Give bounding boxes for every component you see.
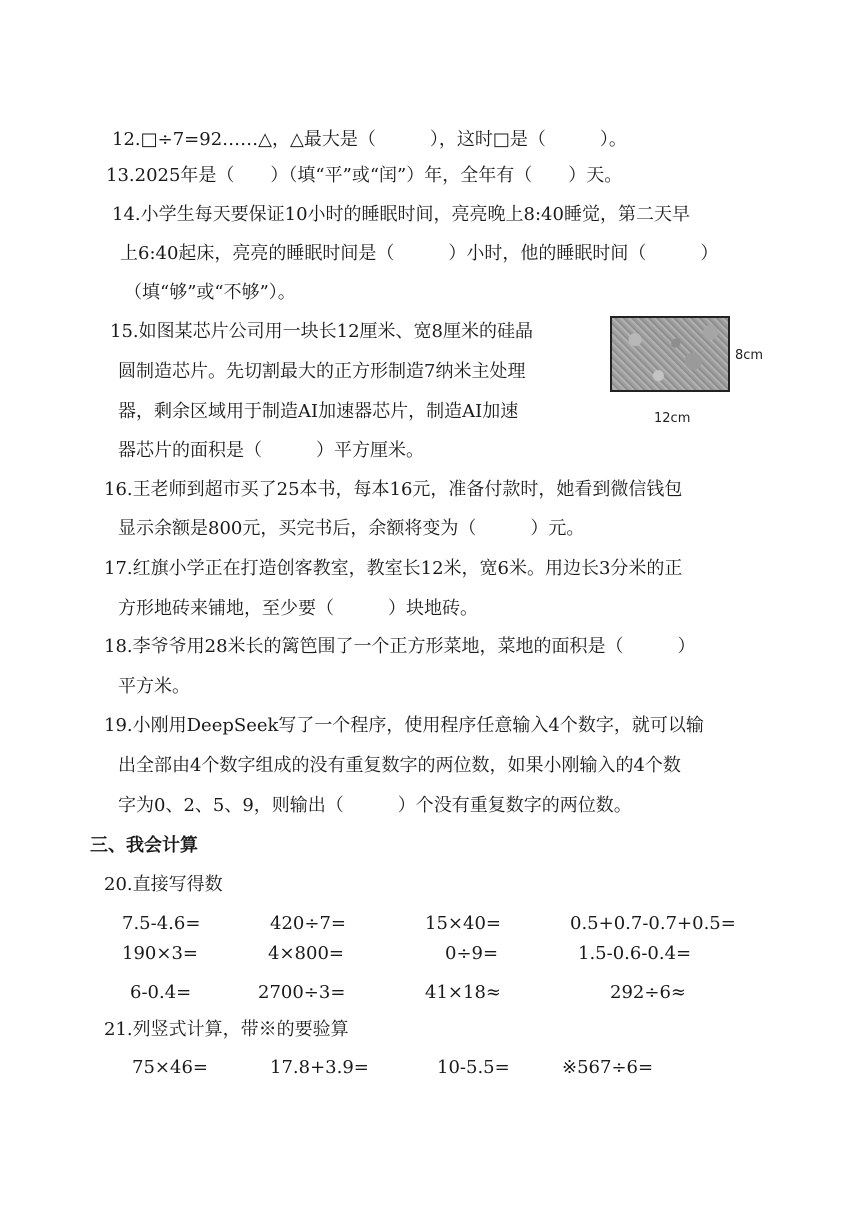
oral-calc-item: 1.5-0.6-0.4=: [578, 943, 692, 964]
oral-calc-item: 420÷7=: [270, 913, 346, 934]
question-14-line-1: 14.小学生每天要保证10小时的睡眠时间，亮亮晚上8:40睡觉，第二天早: [112, 204, 690, 225]
question-13: 13.2025年是（ ）（填“平”或“闰”）年，全年有（ ）天。: [106, 165, 623, 186]
question-15-line-3: 器，剩余区域用于制造AI加速器芯片，制造AI加速: [118, 401, 519, 422]
question-14-line-2: 上6:40起床，亮亮的睡眠时间是（ ）小时，他的睡眠时间（ ）: [120, 243, 719, 264]
question-15-line-1: 15.如图某芯片公司用一块长12厘米、宽8厘米的硅晶: [110, 321, 533, 342]
question-16-line-1: 16.王老师到超市买了25本书，每本16元，准备付款时，她看到微信钱包: [104, 479, 683, 500]
question-14-line-3: （填“够”或“不够”）。: [124, 282, 296, 303]
wafer-height-label: 8cm: [735, 348, 764, 363]
oral-calc-item: 7.5-4.6=: [122, 913, 201, 934]
section-3-heading: 三、我会计算: [90, 835, 198, 856]
vertical-calc-item: 17.8+3.9=: [270, 1057, 369, 1078]
question-21-heading: 21.列竖式计算，带※的要验算: [104, 1019, 349, 1040]
question-19-line-3: 字为0、2、5、9，则输出（ ）个没有重复数字的两位数。: [118, 795, 632, 816]
oral-calc-item: 190×3=: [122, 943, 198, 964]
oral-calc-item: 15×40=: [425, 913, 501, 934]
vertical-calc-item: 10-5.5=: [437, 1057, 510, 1078]
question-12: 12.□÷7=92……△，△最大是（ ），这时□是（ ）。: [112, 129, 627, 150]
question-16-line-2: 显示余额是800元，买完书后，余额将变为（ ）元。: [118, 518, 585, 539]
vertical-calc-item: 75×46=: [132, 1057, 208, 1078]
oral-calc-item: 0÷9=: [445, 943, 499, 964]
question-15-line-4: 器芯片的面积是（ ）平方厘米。: [118, 440, 424, 461]
wafer-width-label: 12cm: [654, 411, 691, 426]
question-19-line-2: 出全部由4个数字组成的没有重复数字的两位数，如果小刚输入的4个数: [118, 755, 681, 776]
oral-calc-item: 4×800=: [268, 943, 344, 964]
question-19-line-1: 19.小刚用DeepSeek写了一个程序，使用程序任意输入4个数字，就可以输: [104, 715, 704, 736]
oral-calc-item: 292÷6≈: [610, 982, 686, 1003]
silicon-wafer-figure: [610, 316, 770, 436]
question-17-line-1: 17.红旗小学正在打造创客教室，教室长12米，宽6米。用边长3分米的正: [104, 558, 683, 579]
question-18-line-1: 18.李爷爷用28米长的篱笆围了一个正方形菜地，菜地的面积是（ ）: [104, 636, 696, 657]
oral-calc-item: 0.5+0.7-0.7+0.5=: [570, 913, 736, 934]
question-17-line-2: 方形地砖来铺地，至少要（ ）块地砖。: [118, 598, 478, 619]
question-18-line-2: 平方米。: [118, 676, 190, 697]
question-15-line-2: 圆制造芯片。先切割最大的正方形制造7纳米主处理: [118, 361, 526, 382]
oral-calc-item: 6-0.4=: [130, 982, 192, 1003]
oral-calc-item: 41×18≈: [425, 982, 501, 1003]
wafer-rectangle: [610, 316, 730, 392]
oral-calc-item: 2700÷3=: [258, 982, 346, 1003]
vertical-calc-item: ※567÷6=: [562, 1057, 654, 1078]
question-20-heading: 20.直接写得数: [104, 874, 223, 895]
